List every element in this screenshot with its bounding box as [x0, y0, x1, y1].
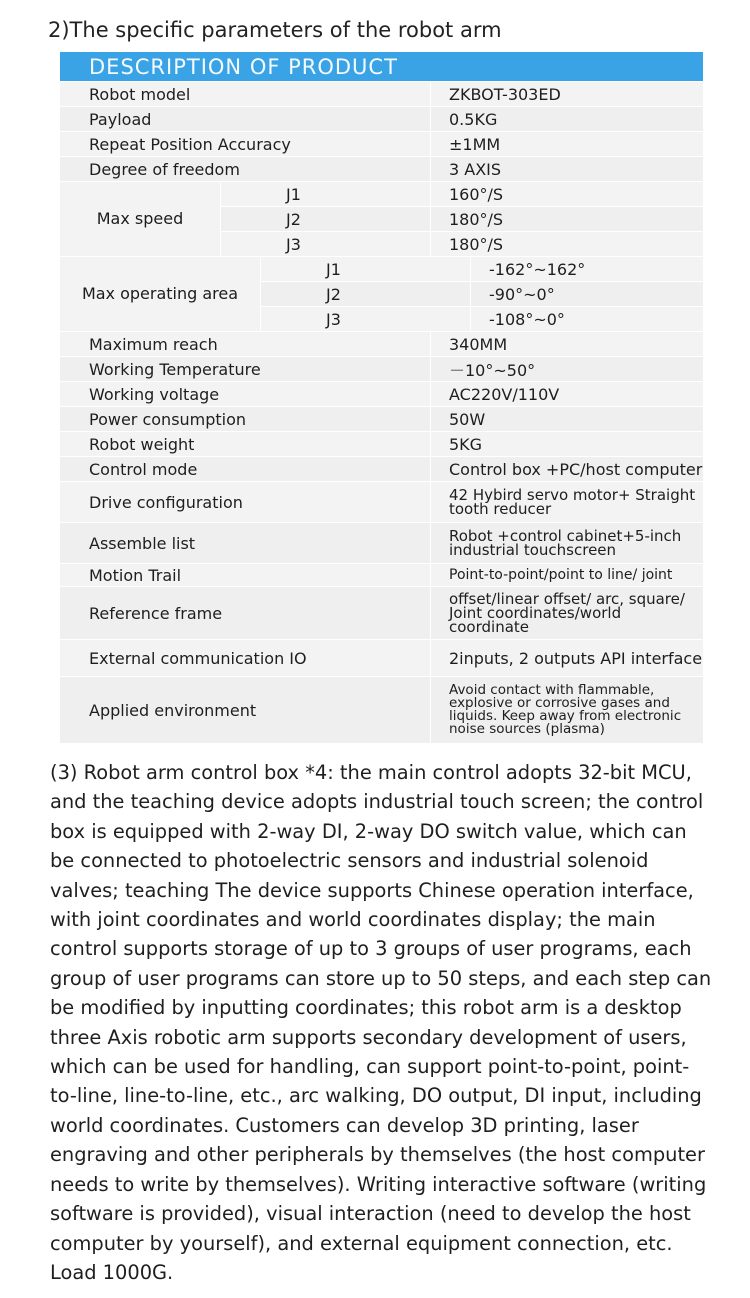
spec-value: 5KG — [430, 432, 703, 456]
spec-group-max-speed — [60, 182, 703, 256]
spec-label: Working Temperature — [89, 359, 261, 379]
spec-label: Reference frame — [89, 603, 223, 623]
spec-label: Motion Trail — [89, 565, 182, 585]
spec-row-payload — [60, 107, 703, 131]
joint-label: J3 — [220, 232, 430, 256]
spec-value: 180°/S — [430, 207, 703, 231]
spec-label: Robot model — [89, 84, 191, 104]
spec-value: 180°/S — [430, 232, 703, 256]
spec-value: 160°/S — [430, 182, 703, 206]
spec-row-power — [60, 407, 703, 431]
spec-label: Control mode — [89, 459, 198, 479]
group-label: Max operating area — [60, 257, 260, 331]
spec-value: 2inputs, 2 outputs API interface — [430, 640, 703, 676]
spec-value: 3 AXIS — [430, 157, 703, 181]
spec-label: Working voltage — [89, 384, 220, 404]
spec-subrow — [260, 307, 703, 331]
spec-row-motion-trail — [60, 564, 703, 586]
spec-value: -90°~0° — [470, 282, 703, 306]
spec-subrow — [260, 257, 703, 282]
group-label: Max speed — [60, 182, 220, 256]
spec-label: Applied environment — [89, 700, 257, 720]
spec-value: 42 Hybird servo motor+ Straight tooth reducer — [430, 482, 703, 522]
spec-row-temperature — [60, 357, 703, 381]
joint-label: J1 — [260, 257, 470, 281]
spec-value: －10°~50° — [430, 357, 703, 381]
spec-value: -108°~0° — [470, 307, 703, 331]
spec-value: 340MM — [430, 332, 703, 356]
spec-group-max-area — [60, 257, 703, 331]
spec-label: Drive configuration — [89, 492, 243, 512]
spec-value: Control box +PC/host computer — [430, 457, 703, 481]
spec-label: Repeat Position Accuracy — [89, 134, 291, 154]
spec-subrow — [220, 232, 703, 256]
spec-subrow — [260, 282, 703, 307]
spec-label: Assemble list — [89, 533, 196, 553]
spec-value: -162°~162° — [470, 257, 703, 281]
spec-subrow — [220, 207, 703, 232]
spec-row-dof — [60, 157, 703, 181]
spec-value: AC220V/110V — [430, 382, 703, 406]
description-paragraph: (3) Robot arm control box *4: the main control adopts 32-bit MCU, and the teaching device adopts industrial touch screen; the control box is equipped with 2-way DI, 2-way DO switch value, which can be connected to photoelectric sensors and industrial solenoid valves; teaching The device supports Chinese operation interface, with joint coordinates and world coordinates display; the main control supports storage of up to 3 groups of user programs, each group of user programs can store up to 50 steps, and each step can be modified by inputting coordinates; this robot arm is a desktop three Axis robotic arm supports secondary development of users, which can be used for handling, can support point-to-point, point-to-line, line-to-line, etc., arc walking, DO output, DI input, including world coordinates. Customers can develop 3D printing, laser engraving and other peripherals by themselves (the host computer needs to write by themselves). Writing interactive software (writing software is provided), visual interaction (need to develop the host computer by yourself), and external equipment connection, etc. Load 1000G. — [50, 761, 712, 1284]
spec-row-assemble — [60, 523, 703, 563]
spec-value: Avoid contact with flammable, explosive or corrosive gases and liquids. Keep away from electronic noise sources (plasma) — [430, 677, 703, 743]
spec-value: offset/linear offset/ arc, square/ Joint coordinates/world coordinate — [430, 587, 703, 639]
joint-label: J3 — [260, 307, 470, 331]
spec-label: Payload — [89, 109, 152, 129]
section-title: 2)The specific parameters of the robot arm — [48, 18, 502, 42]
spec-value: Point-to-point/point to line/ joint — [430, 564, 703, 586]
spec-row-external-io — [60, 640, 703, 676]
spec-row-environment — [60, 677, 703, 743]
spec-label: Power consumption — [89, 409, 247, 429]
spec-label: Robot weight — [89, 434, 195, 454]
spec-label: Maximum reach — [89, 334, 218, 354]
spec-label: External communication IO — [89, 648, 307, 668]
spec-row-reference-frame — [60, 587, 703, 639]
spec-row-drive — [60, 482, 703, 522]
spec-value: ZKBOT-303ED — [430, 82, 703, 106]
spec-value: 50W — [430, 407, 703, 431]
joint-label: J2 — [220, 207, 430, 231]
spec-row-robot-model — [60, 82, 703, 106]
spec-table — [60, 52, 703, 743]
spec-row-weight — [60, 432, 703, 456]
spec-subrow — [220, 182, 703, 207]
spec-value: ±1MM — [430, 132, 703, 156]
spec-row-max-reach — [60, 332, 703, 356]
spec-row-voltage — [60, 382, 703, 406]
spec-value: 0.5KG — [430, 107, 703, 131]
spec-value: Robot +control cabinet+5-inch industrial touchscreen — [430, 523, 703, 563]
spec-label: Degree of freedom — [89, 159, 240, 179]
spec-row-accuracy — [60, 132, 703, 156]
joint-label: J1 — [220, 182, 430, 206]
spec-table-header: DESCRIPTION OF PRODUCT — [60, 52, 703, 81]
spec-row-control-mode — [60, 457, 703, 481]
joint-label: J2 — [260, 282, 470, 306]
